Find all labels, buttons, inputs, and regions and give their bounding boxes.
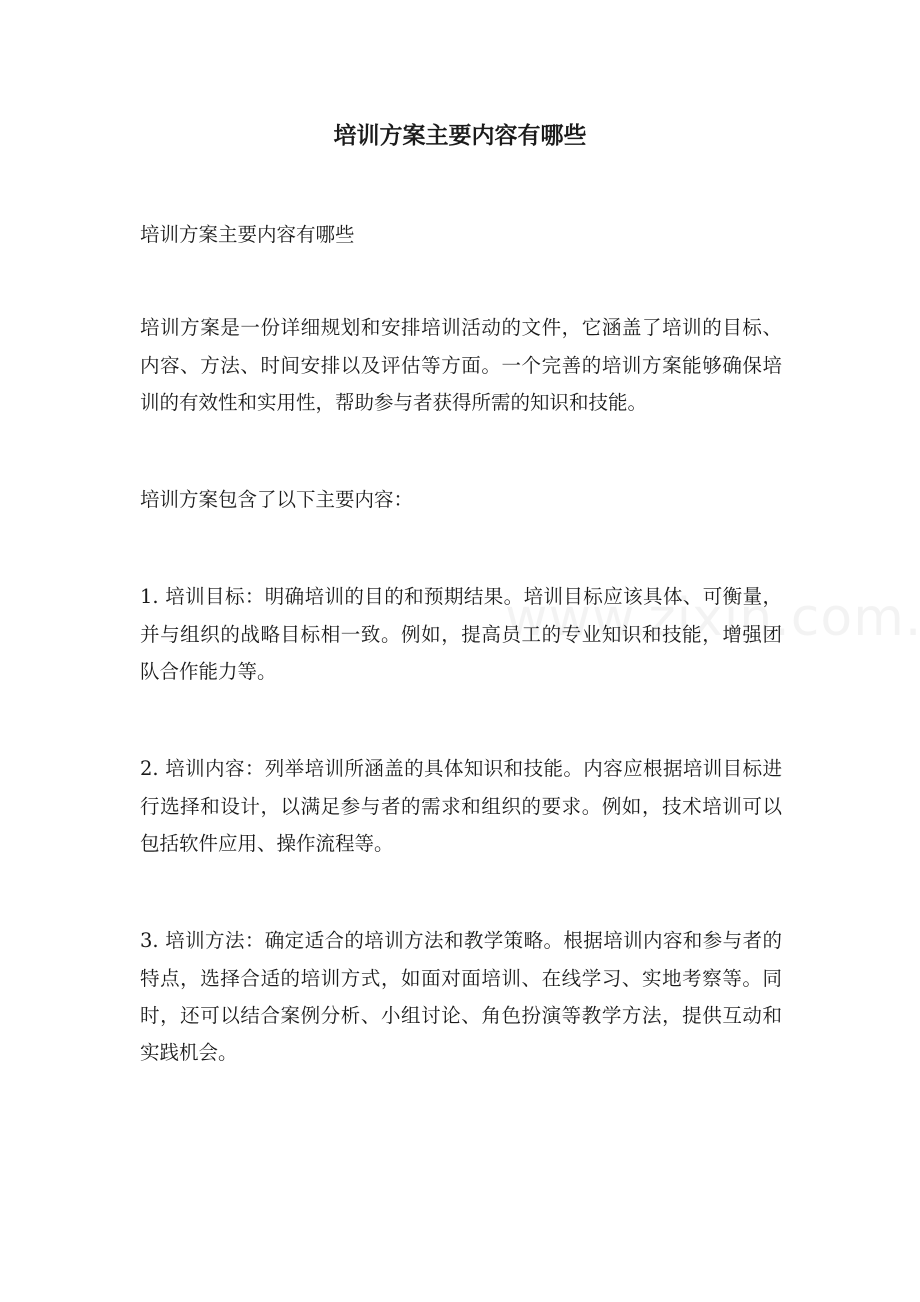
- item-training-content: 2. 培训内容：列举培训所涵盖的具体知识和技能。内容应根据培训目标进行选择和设计，以满足参与者的需求和组织的要求。例如，技术培训可以包括软件应用、操作流程等。: [140, 757, 782, 855]
- list-intro-paragraph: 培训方案包含了以下主要内容：: [140, 488, 414, 512]
- document-subtitle: 培训方案主要内容有哪些: [140, 223, 355, 246]
- intro-paragraph: 培训方案是一份详细规划和安排培训活动的文件，它涵盖了培训的目标、内容、方法、时间安排以及评估等方面。一个完善的培训方案能够确保培训的有效性和实用性，帮助参与者获得所需的知识和技能。: [140, 316, 782, 414]
- document-title: 培训方案主要内容有哪些: [333, 122, 587, 149]
- item-training-goals: 1. 培训目标：明确培训的目的和预期结果。培训目标应该具体、可衡量，并与组织的战略目标相一致。例如，提高员工的专业知识和技能，增强团队合作能力等。: [140, 585, 782, 684]
- item-training-methods: 3. 培训方法：确定适合的培训方法和教学策略。根据培训内容和参与者的特点，选择合适的培训方式，如面对面培训、在线学习、实地考察等。同时，还可以结合案例分析、小组讨论、角色扮演等教学方法，提供互动和实践机会。: [140, 929, 782, 1065]
- document-body: [140, 216, 782, 1131]
